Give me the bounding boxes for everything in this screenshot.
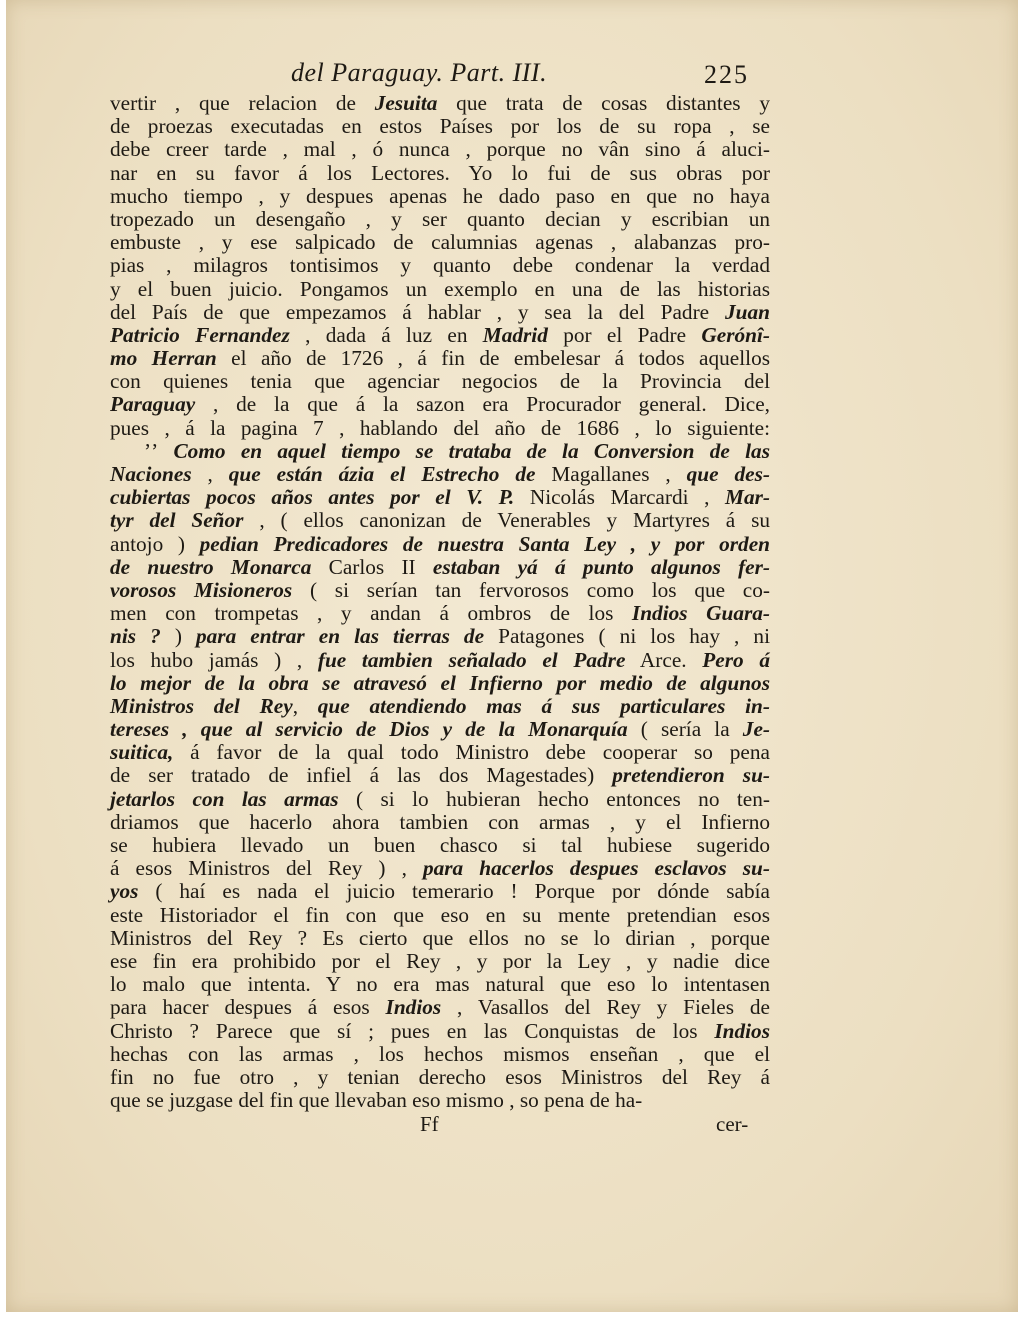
italic-run: Juan xyxy=(725,299,770,324)
text-line xyxy=(110,649,770,672)
italic-run: Je- xyxy=(742,717,770,742)
text-run: del País de que empezamos á hablar , y sea la del Padre xyxy=(110,299,725,324)
italic-run: pedian Predicadores de nuestra Santa Ley , y por orden xyxy=(199,531,770,556)
text-line xyxy=(110,811,770,834)
italic-run: para hacerlos despues esclavos su- xyxy=(422,856,770,881)
italic-run: que están ázia el Estrecho de xyxy=(228,462,536,486)
text-run: los hubo jamás ) , xyxy=(110,647,318,672)
text-line xyxy=(110,904,770,927)
text-run: Arce. xyxy=(625,647,703,672)
text-run: nar en su favor á los Lectores. Yo lo fui de sus obras por xyxy=(110,160,770,185)
text-line xyxy=(110,695,770,718)
text-run: ) xyxy=(174,624,196,649)
italic-run: estaban yá á punto algunos fer- xyxy=(432,554,771,579)
page-number: 225 xyxy=(704,60,749,89)
text-run: debe creer tarde , mal , ó nunca , porque no vân sino á aluci- xyxy=(110,137,770,162)
text-line xyxy=(110,208,770,231)
text-run: Ministros del Rey ? Es cierto que ellos no se lo dirian , porque xyxy=(110,925,770,950)
text-run: lo malo que intenta. Y no era mas natural que eso lo intentasen xyxy=(110,972,770,997)
italic-run: Indios xyxy=(385,995,442,1020)
text-line xyxy=(110,417,770,440)
text-line xyxy=(110,857,770,880)
italic-run: para entrar en las tierras de xyxy=(195,624,485,649)
text-run: que se juzgase del fin que llevaban eso mismo , so pena de ha- xyxy=(110,1088,643,1113)
text-line xyxy=(110,138,770,161)
text-run: pias , milagros tontisimos y quanto debe condenar la verdad xyxy=(110,253,770,278)
italic-run: tereses , que al servicio de Dios y de la Monarquía xyxy=(110,717,628,742)
text-run: el año de 1726 , á fin de embelesar á todos aquellos xyxy=(216,346,771,371)
text-line xyxy=(110,301,770,324)
italic-run: que des- xyxy=(686,462,770,486)
text-line xyxy=(110,254,770,277)
text-line xyxy=(110,764,770,787)
text-run: Magallanes , xyxy=(535,462,687,486)
text-line xyxy=(110,973,770,996)
italic-run: que atendiendo mas á sus particulares in- xyxy=(317,693,770,718)
italic-run: fue tambien señalado el Padre xyxy=(317,647,626,672)
text-run: este Historiador el fin con que eso en su mente pretendian esos xyxy=(110,902,770,927)
text-run: vertir , que relacion de xyxy=(110,91,375,115)
catchword: cer- xyxy=(716,1112,749,1136)
text-run: ( si lo hubieran hecho entonces no ten- xyxy=(338,786,770,811)
text-run: , xyxy=(191,462,229,486)
italic-run: suitica, xyxy=(110,740,174,765)
text-line xyxy=(110,1066,770,1089)
text-run: que trata de cosas distantes y xyxy=(437,91,770,115)
text-run: , dada á luz en xyxy=(289,322,483,347)
text-run: antojo ) xyxy=(110,531,200,556)
text-run: á favor de la qual todo Ministro debe cooperar so pena xyxy=(173,740,770,765)
text-run: men con trompetas , y andan á ombros de los xyxy=(110,601,632,626)
text-line xyxy=(110,741,770,764)
italic-run: mo Herran xyxy=(110,346,217,371)
italic-run: Indios xyxy=(714,1018,770,1043)
italic-run: Jesuita xyxy=(374,91,438,115)
text-line xyxy=(110,1020,770,1043)
page-header xyxy=(6,58,1018,92)
text-line xyxy=(110,370,770,393)
text-line xyxy=(110,463,770,486)
text-line xyxy=(110,115,770,138)
text-line xyxy=(110,950,770,973)
text-run: con quienes tenia que agenciar negocios de la Provincia del xyxy=(110,369,770,394)
italic-run: yos xyxy=(110,879,139,904)
italic-run: pretendieron su- xyxy=(612,763,770,788)
text-run: por el Padre xyxy=(547,322,702,347)
italic-run: Indios Guara- xyxy=(631,601,770,626)
italic-run: Naciones xyxy=(110,462,192,486)
text-line xyxy=(110,927,770,950)
text-run: de proezas executadas en estos Países por los de su ropa , se xyxy=(110,114,770,139)
text-line xyxy=(110,1089,770,1112)
text-run: , ( ellos canonizan de Venerables y Martyres á su xyxy=(243,508,770,533)
text-line xyxy=(110,509,770,532)
text-line xyxy=(110,1043,770,1066)
italic-run: tyr del Señor xyxy=(110,508,244,533)
italic-run: Mar- xyxy=(725,485,770,510)
italic-run: jetarlos con las armas xyxy=(110,786,339,811)
italic-run: Paraguay xyxy=(110,392,196,417)
text-line xyxy=(110,556,770,579)
text-run: Nicolás Marcardi , xyxy=(514,485,726,510)
text-run: embuste , y ese salpicado de calumnias agenas , alabanzas pro- xyxy=(110,230,770,255)
italic-run: Patricio Fernandez xyxy=(110,322,290,347)
text-line xyxy=(110,880,770,903)
book-page xyxy=(6,0,1018,1312)
text-line xyxy=(110,672,770,695)
text-run: de ser tratado de infiel á las dos Magestades) xyxy=(110,763,613,788)
text-line xyxy=(110,834,770,857)
running-head: del Paraguay. Part. III. xyxy=(291,58,548,87)
text-run: Patagones ( ni los hay , ni xyxy=(484,624,770,649)
text-run: hechas con las armas , los hechos mismos enseñan , que el xyxy=(110,1041,770,1066)
text-run: ( si serían tan fervorosos como los que co- xyxy=(292,577,770,602)
text-line xyxy=(110,92,770,115)
text-line xyxy=(110,788,770,811)
text-run: mucho tiempo , y despues apenas he dado paso en que no haya xyxy=(110,183,770,208)
text-run: tropezado un desengaño , y ser quanto decian y escribian un xyxy=(110,206,770,231)
text-line xyxy=(110,278,770,301)
text-run: Christo ? Parece que sí ; pues en las Conquistas de los xyxy=(110,1018,715,1043)
text-run: fin no fue otro , y tenian derecho esos Ministros del Rey á xyxy=(110,1064,770,1089)
text-run: , de la que á la sazon era Procurador general. Dice, xyxy=(195,392,770,417)
italic-run: Pero á xyxy=(702,647,770,672)
text-line xyxy=(110,185,770,208)
text-run: ese fin era prohibido por el Rey , y por la Ley , y nadie dice xyxy=(110,948,770,973)
italic-run: nis ? xyxy=(110,624,175,649)
italic-run: vorosos Misioneros xyxy=(110,577,293,602)
text-run: pues , á la pagina 7 , hablando del año de 1686 , lo siguiente: xyxy=(110,415,770,440)
text-line xyxy=(110,602,770,625)
text-line xyxy=(110,533,770,556)
text-line xyxy=(110,347,770,370)
text-line xyxy=(110,996,770,1019)
text-line xyxy=(110,231,770,254)
text-run: se hubiera llevado un buen chasco si tal hubiese sugerido xyxy=(110,833,770,857)
italic-run: Como en aquel tiempo se trataba de la Conversion de las xyxy=(173,438,770,463)
text-line xyxy=(110,162,770,185)
text-run: , Vasallos del Rey y Fieles de xyxy=(441,995,770,1020)
page-footer xyxy=(6,1112,1018,1140)
italic-run: Gerónî- xyxy=(701,322,771,347)
italic-run: cubiertas pocos años antes por el V. P. xyxy=(110,485,515,510)
text-run: para hacer despues á esos xyxy=(110,995,386,1020)
text-line xyxy=(110,579,770,602)
signature-mark: Ff xyxy=(420,1112,439,1136)
text-line xyxy=(110,486,770,509)
text-run: ʼʼ xyxy=(144,438,174,463)
text-line xyxy=(110,625,770,648)
text-line xyxy=(110,393,770,416)
text-run: , xyxy=(292,693,318,718)
text-run: Carlos II xyxy=(311,554,433,579)
text-line xyxy=(110,718,770,741)
italic-run: lo mejor de la obra se atravesó el Infierno por medio de algunos xyxy=(110,670,770,695)
text-run: y el buen juicio. Pongamos un exemplo en una de las historias xyxy=(110,276,770,301)
text-line xyxy=(110,324,770,347)
body-text xyxy=(110,92,770,1112)
italic-run: Ministros del Rey xyxy=(110,693,293,718)
text-run: ( haí es nada el juicio temerario ! Porque por dónde sabía xyxy=(138,879,770,904)
italic-run: Madrid xyxy=(482,322,548,347)
text-run: ( sería la xyxy=(627,717,743,742)
text-line xyxy=(110,440,770,463)
text-run: á esos Ministros del Rey ) , xyxy=(110,856,423,881)
text-run: driamos que hacerlo ahora tambien con armas , y el Infierno xyxy=(110,809,770,834)
italic-run: de nuestro Monarca xyxy=(110,554,312,579)
